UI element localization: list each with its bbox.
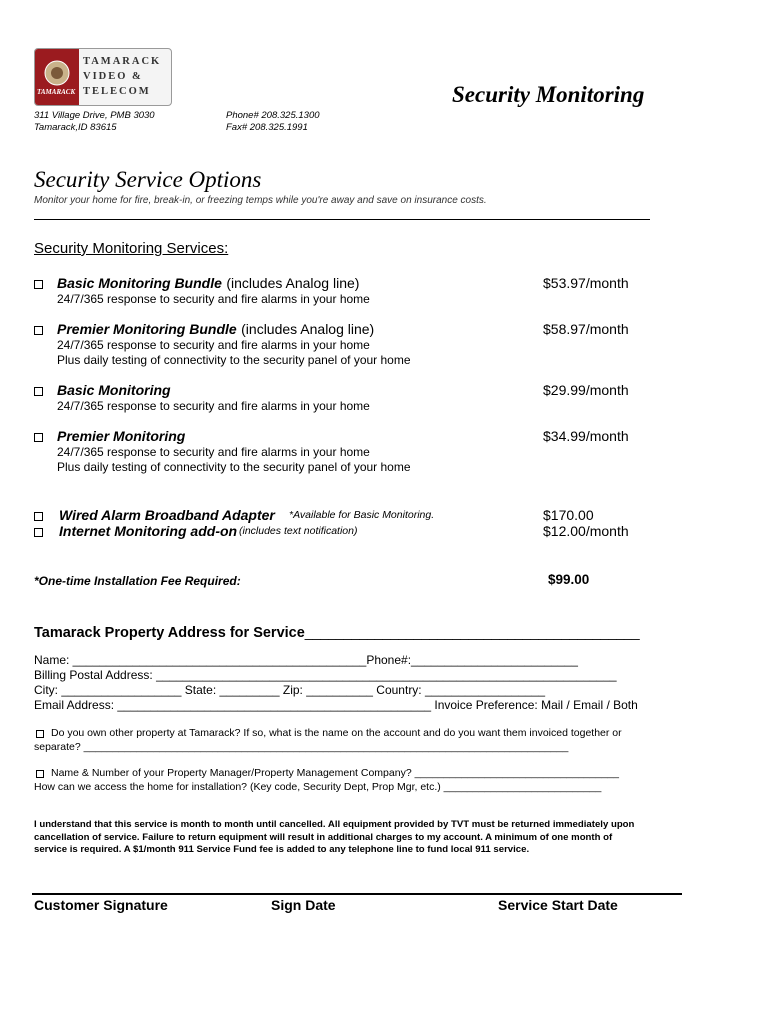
- other-property-text-2[interactable]: separate? ___________________________________________________________________________________: [34, 741, 569, 753]
- customer-signature-label: Customer Signature: [34, 897, 168, 913]
- checkbox-premier-bundle[interactable]: [34, 326, 43, 335]
- section-divider: [34, 219, 650, 220]
- option-price: $53.97/month: [543, 275, 629, 291]
- option-desc: 24/7/365 response to security and fire alarms in your home: [57, 445, 370, 459]
- name-phone-row[interactable]: Name: ____________________________________________Phone#:_________________________: [34, 653, 578, 667]
- section-subtitle: Monitor your home for fire, break-in, or freezing temps while you're away and save on insurance costs.: [34, 195, 487, 206]
- email-invoice-row[interactable]: Email Address: _______________________________________________ Invoice Preference: Mail / Email / Both: [34, 698, 638, 712]
- option-name: Basic Monitoring: [57, 382, 171, 398]
- option-desc-2: Plus daily testing of connectivity to the security panel of your home: [57, 460, 411, 474]
- property-heading-line: ___________________________________________: [304, 624, 640, 640]
- property-manager-text[interactable]: Name & Number of your Property Manager/Property Management Company? ___________________________________: [51, 767, 619, 779]
- section-title: Security Service Options: [34, 167, 262, 192]
- option-desc: 24/7/365 response to security and fire alarms in your home: [57, 399, 370, 413]
- company-logo: [34, 48, 172, 106]
- terms-line-1: I understand that this service is month to month until cancelled. All equipment provided by TVT must be returned immediately upon: [34, 819, 635, 830]
- other-property-text: Do you own other property at Tamarack? If so, what is the name on the account and do you want them invoiced together or: [51, 727, 622, 739]
- page-title: Security Monitoring: [452, 82, 645, 107]
- addon-note: *Available for Basic Monitoring.: [289, 509, 435, 521]
- install-fee-label: *One-time Installation Fee Required:: [34, 574, 241, 588]
- checkbox-internet-monitoring[interactable]: [34, 528, 43, 537]
- checkbox-other-property[interactable]: [36, 730, 44, 738]
- terms-paragraph: [34, 819, 634, 857]
- checkbox-premier[interactable]: [34, 433, 43, 442]
- billing-address-row[interactable]: Billing Postal Address: _____________________________________________________________________: [34, 668, 617, 682]
- phone-number: Phone# 208.325.1300: [226, 110, 320, 121]
- addon-note: (includes text notification): [239, 525, 358, 537]
- addon-price: $170.00: [543, 507, 594, 523]
- service-start-date-label: Service Start Date: [498, 897, 618, 913]
- logo-badge: [35, 49, 79, 105]
- checkbox-basic[interactable]: [34, 387, 43, 396]
- option-desc-2: Plus daily testing of connectivity to the security panel of your home: [57, 353, 411, 367]
- checkbox-basic-bundle[interactable]: [34, 280, 43, 289]
- logo-line-1: TAMARACK: [83, 56, 162, 67]
- logo-line-3: TELECOM: [83, 86, 151, 97]
- option-name: Basic Monitoring Bundle: [57, 275, 222, 291]
- addon-price: $12.00/month: [543, 523, 629, 539]
- terms-line-2: cancellation of service. Failure to return equipment will result in additional charges to my account. A minimum of one month of: [34, 831, 613, 843]
- address-line-2: Tamarack,ID 83615: [34, 122, 117, 133]
- checkbox-broadband-adapter[interactable]: [34, 512, 43, 521]
- access-question-text[interactable]: How can we access the home for installation? (Key code, Security Dept, Prop Mgr, etc.) ___________________________: [34, 781, 602, 793]
- option-price: $58.97/month: [543, 321, 629, 337]
- services-heading: Security Monitoring Services:: [34, 240, 229, 257]
- option-price: $29.99/month: [543, 382, 629, 398]
- option-paren: (includes Analog line): [241, 321, 375, 337]
- terms-line-3: service is required. A $1/month 911 Service Fund fee is added to any telephone line to fund local 911 service.: [34, 844, 530, 855]
- option-paren: (includes Analog line): [226, 275, 360, 291]
- option-desc: 24/7/365 response to security and fire alarms in your home: [57, 338, 370, 352]
- option-name: Premier Monitoring Bundle: [57, 321, 237, 337]
- option-price: $34.99/month: [543, 428, 629, 444]
- logo-badge-text: TAMARACK: [37, 88, 76, 96]
- fax-number: Fax# 208.325.1991: [226, 122, 308, 133]
- address-line-1: 311 Village Drive, PMB 3030: [34, 110, 155, 121]
- signature-line[interactable]: [32, 893, 682, 895]
- logo-emblem-icon: [35, 49, 79, 105]
- sign-date-label: Sign Date: [271, 897, 336, 913]
- option-desc: 24/7/365 response to security and fire alarms in your home: [57, 292, 370, 306]
- option-name: Premier Monitoring: [57, 428, 186, 444]
- addon-name: Internet Monitoring add-on: [59, 523, 238, 539]
- checkbox-property-manager[interactable]: [36, 770, 44, 778]
- addon-name: Wired Alarm Broadband Adapter: [59, 507, 275, 523]
- property-heading: Tamarack Property Address for Service: [34, 625, 305, 641]
- city-state-zip-row[interactable]: City: __________________ State: _________ Zip: __________ Country: __________________: [34, 683, 546, 697]
- logo-line-2: VIDEO &: [83, 71, 143, 82]
- install-fee-price: $99.00: [548, 572, 590, 587]
